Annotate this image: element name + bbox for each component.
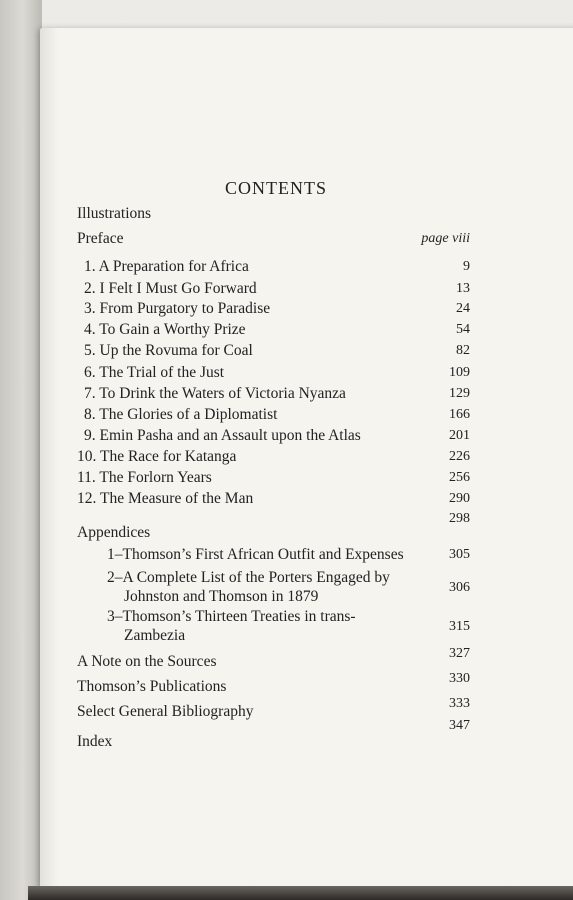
chapter-number: 3. [84,300,96,317]
chapter-number: 9. [84,427,96,444]
chapter-page: 256 [449,470,470,485]
toc-entry-page: 298 [449,511,470,526]
chapter-title: The Trial of the Just [99,364,225,381]
chapter-number: 10. [77,448,97,465]
chapter-title: Up the Rovuma for Coal [99,342,253,359]
chapter-page: 13 [456,281,470,296]
contents-heading: CONTENTS [225,178,327,198]
chapter-title: A Preparation for Africa [98,258,249,275]
appendix-title-continued: Johnston and Thomson in 1879 [124,588,319,605]
toc-entry-label: Select General Bibliography [77,703,254,720]
appendix-page: 306 [449,580,470,595]
appendix-title-continued: Zambezia [124,627,186,644]
toc-entry-page: 327 [449,646,470,661]
book-cover-edge [28,886,573,900]
chapter-page: 290 [449,491,470,506]
chapter-page: 54 [456,322,470,337]
chapter-title: To Drink the Waters of Victoria Nyanza [99,385,346,402]
toc-entry-label: Illustrations [77,205,152,222]
chapter-title: The Glories of a Diplomatist [99,406,278,423]
chapter-title: The Forlorn Years [99,469,212,486]
toc-entry-label: Index [77,733,113,750]
chapter-title: Emin Pasha and an Assault upon the Atlas [99,427,361,444]
appendix-title: 3–Thomson’s Thirteen Treaties in trans- [107,608,356,625]
toc-entry-page: 330 [449,671,470,686]
toc-entry-label: Thomson’s Publications [77,678,227,695]
chapter-number: 8. [84,406,96,423]
chapter-page: 9 [463,259,470,274]
toc-entry-label: Appendices [77,524,151,541]
table-of-contents [40,28,573,888]
toc-entry-page: 347 [449,718,470,733]
toc-entry-label: Preface [77,230,124,247]
chapter-title: The Race for Katanga [99,448,237,465]
toc-entry-page: 333 [449,696,470,711]
chapter-number: 12. [77,490,97,507]
chapter-page: 166 [449,407,470,422]
chapter-page: 201 [449,428,470,443]
chapter-page: 82 [456,343,470,358]
chapter-title: The Measure of the Man [99,490,254,507]
chapter-number: 11. [77,469,96,486]
chapter-number: 5. [84,342,96,359]
appendix-page: 315 [449,619,470,634]
chapter-number: 7. [84,385,96,402]
chapter-title: To Gain a Worthy Prize [99,321,246,338]
chapter-number: 6. [84,364,96,381]
chapter-page: 226 [449,449,470,464]
chapter-title: From Purgatory to Paradise [99,300,271,317]
toc-entry-page: page viii [421,231,470,246]
chapter-number: 4. [84,321,96,338]
toc-entry-label: A Note on the Sources [77,653,217,670]
chapter-page: 109 [449,365,470,380]
chapter-page: 129 [449,386,470,401]
book-edge [0,0,42,900]
appendix-title: 2–A Complete List of the Porters Engaged by [107,569,390,586]
chapter-number: 1. [84,258,96,275]
appendix-title: 1–Thomson’s First African Outfit and Expenses [107,546,404,563]
chapter-title: I Felt I Must Go Forward [99,280,257,297]
chapter-page: 24 [456,301,470,316]
appendix-page: 305 [449,547,470,562]
chapter-number: 2. [84,280,96,297]
